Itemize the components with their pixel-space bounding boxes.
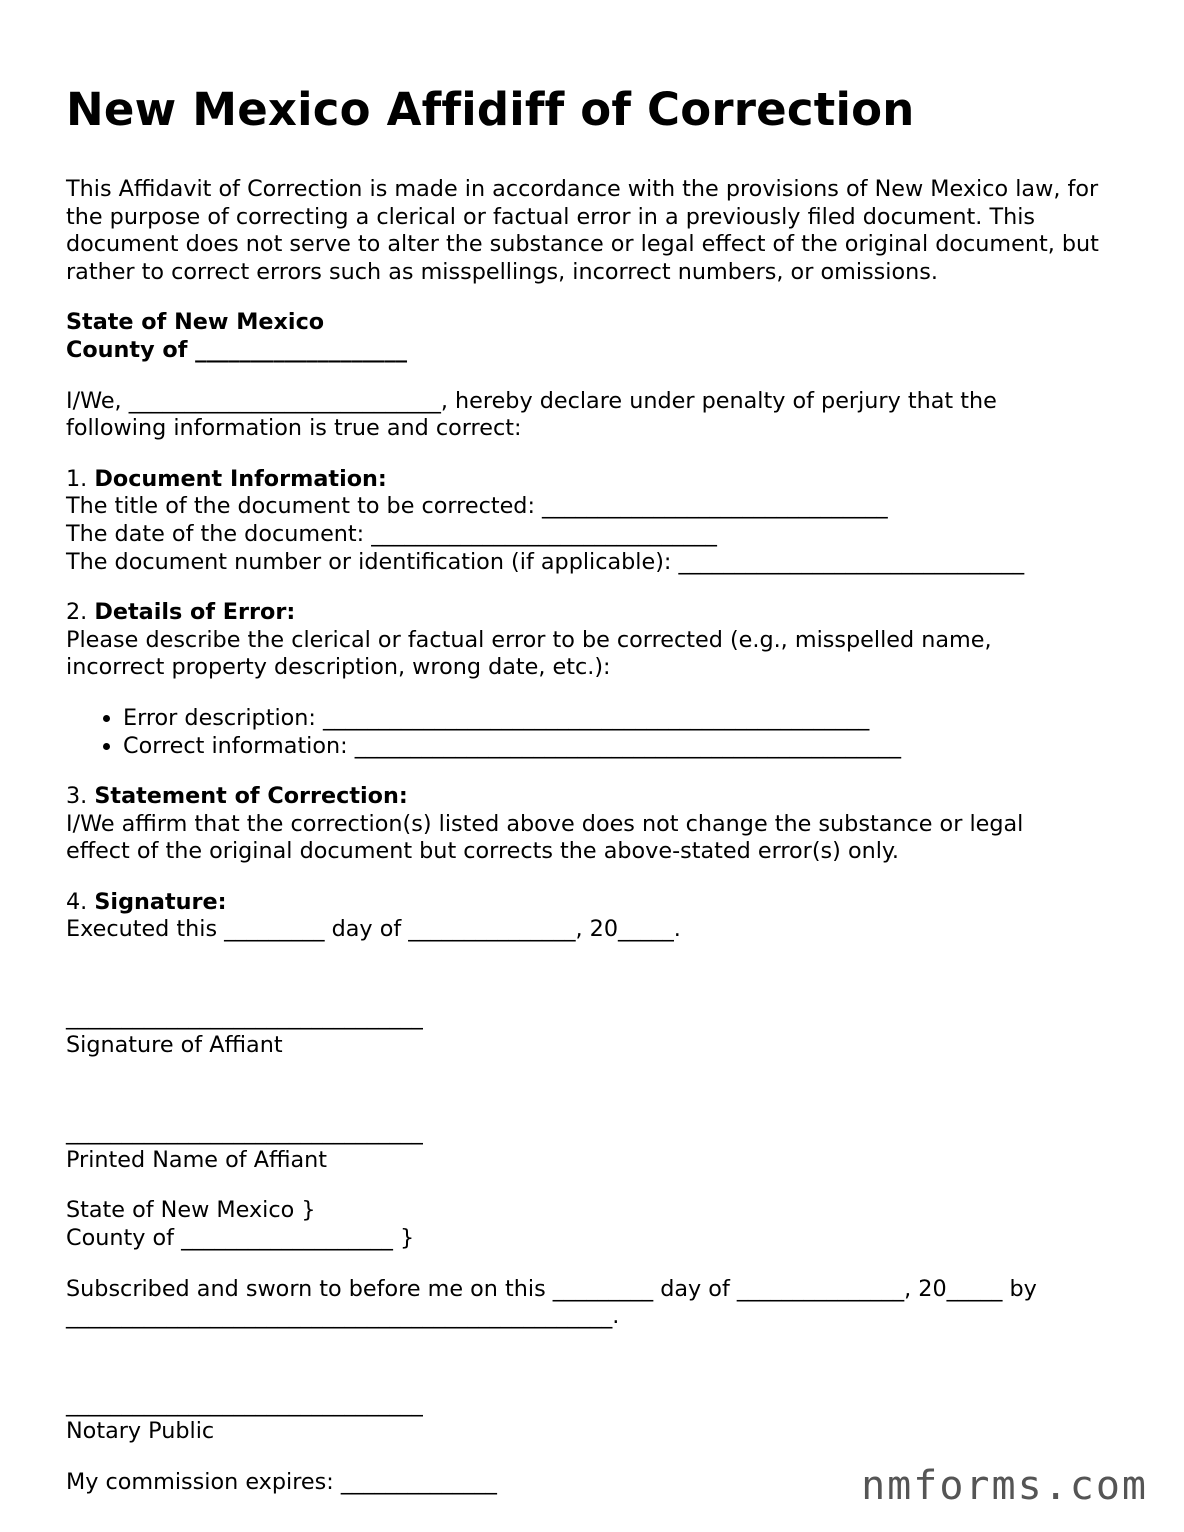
statement-line-2: effect of the original document but corrects the above-stated error(s) only.	[66, 838, 900, 865]
jurat-block	[66, 1276, 1136, 1331]
venue-state: State of New Mexico	[66, 309, 325, 336]
section-1-heading: Document Information:	[94, 465, 387, 492]
commission-expires-field[interactable]: My commission expires: ______________	[66, 1469, 497, 1495]
intro-paragraph: This Affidavit of Correction is made in accordance with the provisions of New Mexico law, for the purpose of correcting a clerical or factual error in a previously filed document. This document does not serve to alter the substance or legal effect of the original document, but rather to correct errors such as misspellings, incorrect numbers, or omissions.	[66, 176, 1099, 285]
venue-county[interactable]: County of ___________________	[66, 336, 407, 363]
affidavit-document	[66, 82, 1136, 1520]
jurat-line-1[interactable]: Subscribed and sworn to before me on this _________ day of _______________, 20_____ by	[66, 1275, 1037, 1302]
spacer	[66, 1354, 1136, 1391]
section-1-number: 1.	[66, 465, 95, 492]
section-signature	[66, 889, 1136, 944]
notary-venue-state: State of New Mexico }	[66, 1197, 316, 1224]
document-date-field[interactable]: The date of the document: _______________________________	[66, 520, 717, 547]
spacer	[66, 1082, 1136, 1119]
notary-venue-block	[66, 1197, 1136, 1252]
declaration-line-1[interactable]: I/We, ____________________________, hereby declare under penalty of perjury that the	[66, 387, 997, 414]
notary-signature-label: Notary Public	[66, 1418, 215, 1445]
affiant-signature-block	[66, 1004, 1136, 1059]
document-title-field[interactable]: The title of the document to be corrected: _______________________________	[66, 493, 888, 520]
error-instructions-line-1: Please describe the clerical or factual error to be corrected (e.g., misspelled name,	[66, 626, 992, 653]
declaration-block	[66, 388, 1136, 443]
jurat-line-2[interactable]: _________________________________________________.	[66, 1303, 620, 1330]
section-1-heading-line	[66, 466, 1136, 494]
notary-venue-county[interactable]: County of ___________________ }	[66, 1225, 415, 1252]
affiant-signature-label: Signature of Affiant	[66, 1031, 283, 1058]
error-instructions-line-2: incorrect property description, wrong date, etc.):	[66, 654, 611, 681]
spacer	[66, 967, 1136, 1004]
section-2-number: 2.	[66, 599, 95, 626]
section-2-heading: Details of Error:	[94, 599, 296, 626]
section-3-heading-line	[66, 783, 1136, 811]
document-title: New Mexico Affidiff of Correction	[66, 83, 915, 136]
section-4-heading-line	[66, 889, 1136, 917]
correct-information-field[interactable]: • Correct information: _________________________________________________	[123, 733, 1136, 761]
declaration-line-2: following information is true and correct:	[66, 415, 522, 442]
section-4-heading: Signature:	[94, 888, 227, 915]
section-2-heading-line	[66, 599, 1136, 627]
section-details-of-error	[66, 599, 1136, 682]
notary-signature-field[interactable]: ________________________________	[66, 1390, 423, 1417]
section-document-information	[66, 466, 1136, 576]
affiant-printed-name-block	[66, 1119, 1136, 1174]
section-3-number: 3.	[66, 783, 95, 810]
watermark: nmforms.com	[861, 1463, 1148, 1509]
section-4-number: 4.	[66, 888, 95, 915]
notary-signature-block	[66, 1391, 1136, 1446]
venue-block	[66, 309, 1136, 364]
error-fields-list	[66, 705, 1136, 760]
affiant-printed-name-label: Printed Name of Affiant	[66, 1146, 328, 1173]
error-description-field[interactable]: • Error description: _________________________________________________	[123, 705, 1136, 733]
statement-line-1: I/We affirm that the correction(s) listed above does not change the substance or legal	[66, 810, 1024, 837]
executed-date-field[interactable]: Executed this _________ day of _______________, 20_____.	[66, 916, 681, 943]
affiant-printed-name-field[interactable]: ________________________________	[66, 1119, 423, 1146]
section-statement-of-correction	[66, 783, 1136, 866]
section-3-heading: Statement of Correction:	[94, 783, 408, 810]
affiant-signature-field[interactable]: ________________________________	[66, 1004, 423, 1031]
document-number-field[interactable]: The document number or identification (if applicable): _______________________________	[66, 548, 1025, 575]
